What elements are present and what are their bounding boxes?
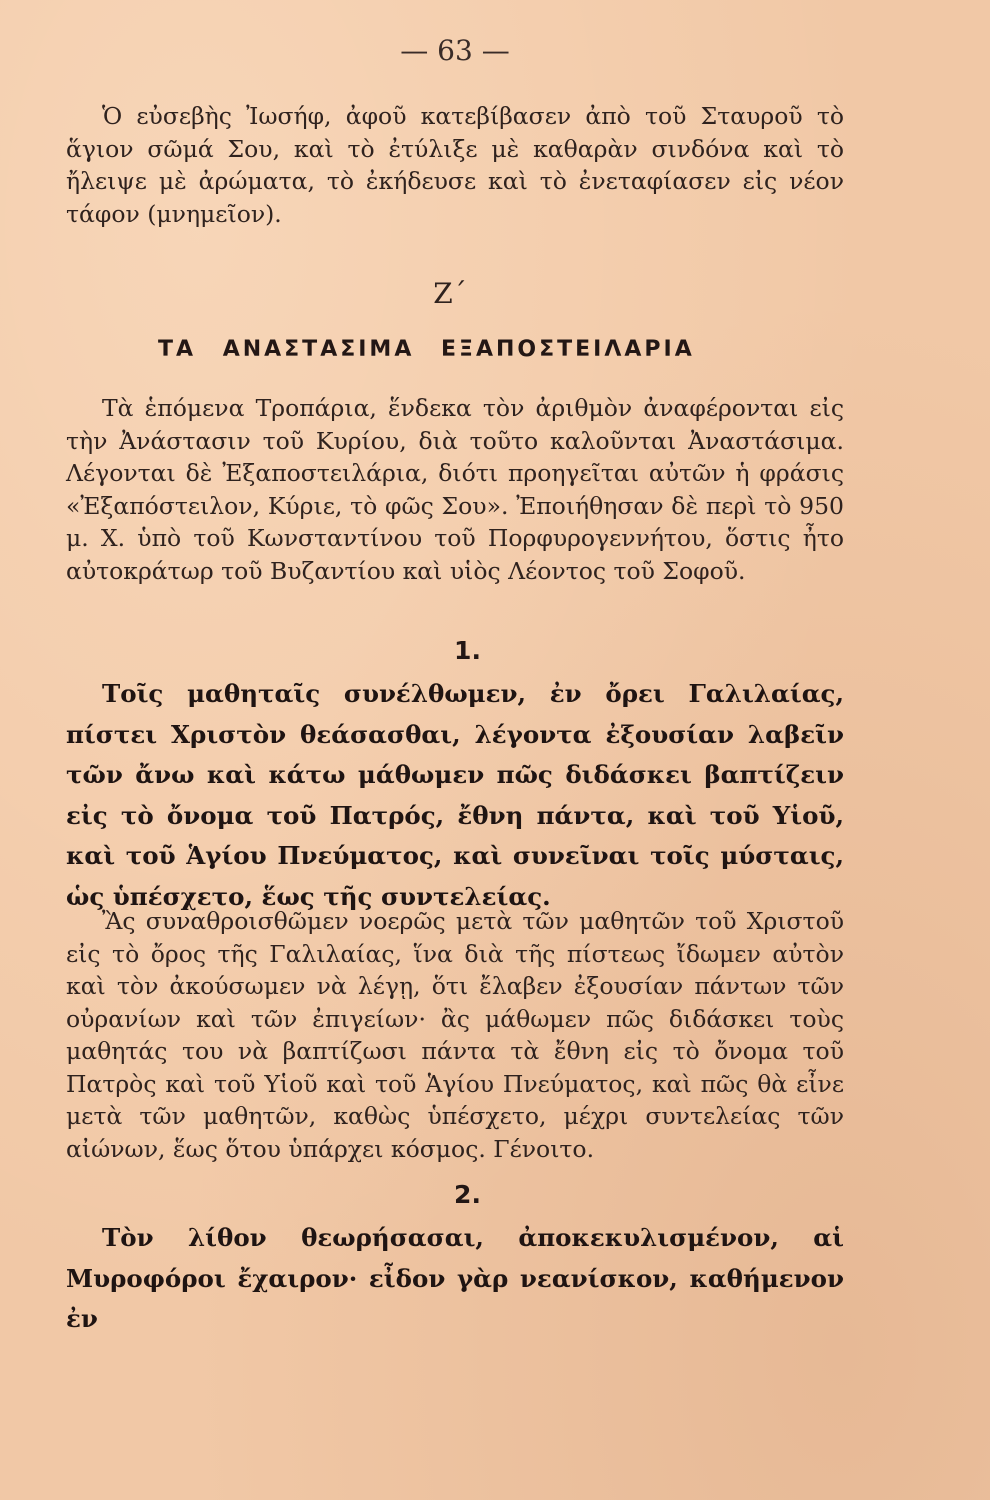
intro-paragraph: Ὁ εὐσεβὴς Ἰωσήφ, ἀφοῦ κατεβίβασεν ἀπὸ τοῦ Σταυροῦ τὸ ἅγιον σῶμά Σου, καὶ τὸ ἐτύλιξε μὲ καθαρὰν σινδόνα καὶ τὸ ἤλειψε μὲ ἀρώματα, τὸ ἐκήδευσε καὶ τὸ ἐνεταφίασεν εἰς νέον τάφον (μνημεῖον). <box>66 102 844 228</box>
section-mark: Ζ΄ <box>433 277 467 310</box>
page-number: — 63 — <box>400 34 510 67</box>
section-intro-paragraph: Τὰ ἑπόμενα Τροπάρια, ἕνδεκα τὸν ἀριθμὸν ἀναφέρονται εἰς τὴν Ἀνάστασιν τοῦ Κυρίου, διὰ τοῦτο καλοῦνται Ἀναστάσιμα. Λέγονται δὲ Ἐξαποστειλάρια, διότι προηγεῖται αὐτῶν ἡ φράσις «Ἐξαπόστειλον, Κύριε, τὸ φῶς Σου». Ἐποιήθησαν δὲ περὶ τὸ 950 μ. Χ. ὑπὸ τοῦ Κωνσταντίνου τοῦ Πορφυρογεννήτου, ὅστις ἦτο αὐτοκράτωρ τοῦ Βυζαντίου καὶ υἱὸς Λέοντος τοῦ Σοφοῦ. <box>66 394 844 585</box>
hymn-text-1: Τοῖς μαθηταῖς συνέλθωμεν, ἐν ὄρει Γαλιλαίας, πίστει Χριστὸν θεάσασθαι, λέγοντα ἐξουσίαν λαβεῖν τῶν ἄνω καὶ κάτω μάθωμεν πῶς διδάσκει βαπτίζειν εἰς τὸ ὄνομα τοῦ Πατρός, ἔθνη πάντα, καὶ τοῦ Υἱοῦ, καὶ τοῦ Ἁγίου Πνεύματος, καὶ συνεῖναι τοῖς μύσταις, ὡς ὑπέσχετο, ἕως τῆς συντελείας. <box>66 679 844 911</box>
hymn-number-2: 2. <box>454 1180 481 1209</box>
hymn-explanation-1: Ἂς συναθροισθῶμεν νοερῶς μετὰ τῶν μαθητῶν τοῦ Χριστοῦ εἰς τὸ ὄρος τῆς Γαλιλαίας, ἵνα διὰ τῆς πίστεως ἴδωμεν αὐτὸν καὶ τὸν ἀκούσωμεν νὰ λέγῃ, ὅτι ἔλαβεν ἐξουσίαν πάντων τῶν οὐρανίων καὶ τῶν ἐπιγείων· ἂς μάθωμεν πῶς διδάσκει τοὺς μαθητάς του νὰ βαπτίζωσι πάντα τὰ ἔθνη εἰς τὸ ὄνομα τοῦ Πατρὸς καὶ τοῦ Υἱοῦ καὶ τοῦ Ἁγίου Πνεύματος, καὶ πῶς θὰ εἶνε μετὰ τῶν μαθητῶν, καθὼς ὑπέσχετο, μέχρι συντελείας τῶν αἰώνων, ἕως ὅτου ὑπάρχει κόσμος. Γένοιτο. <box>66 907 844 1163</box>
hymn-text-2: Τὸν λίθον θεωρήσασαι, ἀποκεκυλισμένον, αἱ Μυροφόροι ἔχαιρον· εἶδον γὰρ νεανίσκον, καθήμενον ἐν <box>66 1223 844 1333</box>
hymn-number-1: 1. <box>454 636 481 665</box>
section-title: ΤΑ ΑΝΑΣΤΑΣΙΜΑ ΕΞΑΠΟΣΤΕΙΛΑΡΙΑ <box>158 337 695 362</box>
